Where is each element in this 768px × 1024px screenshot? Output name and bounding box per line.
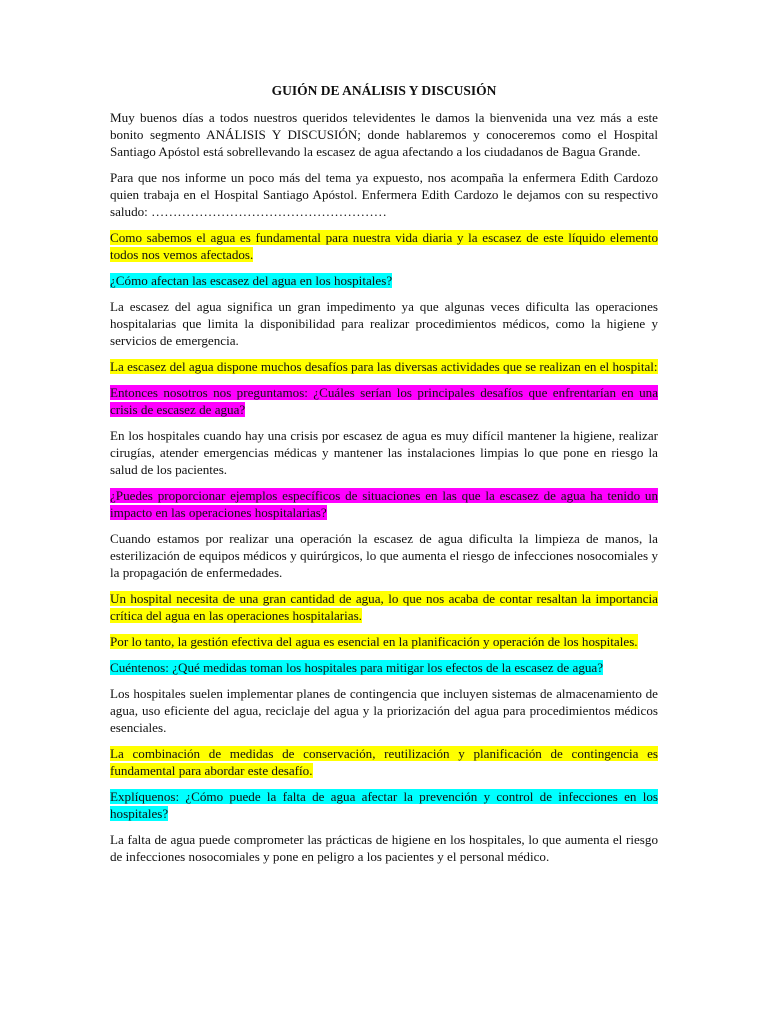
highlighted-question: ¿Cómo afectan las escasez del agua en los hospitales? — [110, 273, 393, 288]
paragraph-yellow-4 — [110, 633, 658, 650]
answer-2 — [110, 427, 658, 478]
paragraph-yellow-1 — [110, 229, 658, 263]
highlighted-question: ¿Puedes proporcionar ejemplos específicos de situaciones en las que la escasez de agua ha tenido un impacto en las operaciones hospitalarias? — [110, 488, 658, 520]
answer-4 — [110, 685, 658, 736]
paragraph-text: Para que nos informe un poco más del tema ya expuesto, nos acompaña la enfermera Edith Cardozo quien trabaja en el Hospital Santiago Apóstol. Enfermera Edith Cardozo le dejamos con su respectivo saludo: ……………………………………………… — [110, 170, 658, 219]
question-5 — [110, 788, 658, 822]
paragraph-text: La falta de agua puede comprometer las prácticas de higiene en los hospitales, lo que aumenta el riesgo de infecciones nosocomiales y pone en peligro a los pacientes y el personal médico. — [110, 832, 658, 864]
highlighted-text: Un hospital necesita de una gran cantidad de agua, lo que nos acaba de contar resaltan la importancia crítica del agua en las operaciones hospitalarias. — [110, 591, 658, 623]
paragraph-text: Los hospitales suelen implementar planes de contingencia que incluyen sistemas de almacenamiento de agua, uso eficiente del agua, reciclaje del agua y la priorización del agua para procedimientos médicos esenciales. — [110, 686, 658, 735]
paragraph-text: Muy buenos días a todos nuestros queridos televidentes le damos la bienvenida una vez más a este bonito segmento ANÁLISIS Y DISCUSIÓN; donde hablaremos y conoceremos como el Hospital Santiago Apóstol está sobrellevando la escasez de agua afectando a los ciudadanos de Bagua Grande. — [110, 110, 658, 159]
highlighted-question: Cuéntenos: ¿Qué medidas toman los hospitales para mitigar los efectos de la escasez de agua? — [110, 660, 604, 675]
question-1 — [110, 272, 658, 289]
highlighted-text: La combinación de medidas de conservación, reutilización y planificación de contingencia es fundamental para abordar este desafío. — [110, 746, 658, 778]
paragraph-text: Cuando estamos por realizar una operación la escasez de agua dificulta la limpieza de manos, la esterilización de equipos médicos y quirúrgicos, lo que aumenta el riesgo de infecciones nosocomiales y la propagación de enfermedades. — [110, 531, 658, 580]
paragraph-text: En los hospitales cuando hay una crisis por escasez de agua es muy difícil mantener la higiene, realizar cirugías, atender emergencias médicas y mantener las instalaciones limpias lo que pone en riesgo la salud de los pacientes. — [110, 428, 658, 477]
paragraph-text: La escasez del agua significa un gran impedimento ya que algunas veces dificulta las operaciones hospitalarias que limita la disponibilidad para realizar procedimientos médicos, como la higiene y servicios de emergencia. — [110, 299, 658, 348]
paragraph-yellow-2 — [110, 358, 658, 375]
highlighted-text: Como sabemos el agua es fundamental para nuestra vida diaria y la escasez de este líquido elemento todos nos vemos afectados. — [110, 230, 658, 262]
answer-3 — [110, 530, 658, 581]
answer-1 — [110, 298, 658, 349]
highlighted-text: Por lo tanto, la gestión efectiva del agua es esencial en la planificación y operación de los hospitales. — [110, 634, 638, 649]
paragraph-intro — [110, 109, 658, 160]
paragraph-yellow-3 — [110, 590, 658, 624]
question-2 — [110, 384, 658, 418]
question-3 — [110, 487, 658, 521]
answer-5 — [110, 831, 658, 865]
highlighted-question: Entonces nosotros nos preguntamos: ¿Cuáles serían los principales desafíos que enfrentarían en una crisis de escasez de agua? — [110, 385, 658, 417]
highlighted-question: Explíquenos: ¿Cómo puede la falta de agua afectar la prevención y control de infecciones en los hospitales? — [110, 789, 658, 821]
document-title: GUIÓN DE ANÁLISIS Y DISCUSIÓN — [271, 83, 497, 98]
highlighted-text: La escasez del agua dispone muchos desafíos para las diversas actividades que se realizan en el hospital: — [110, 359, 658, 374]
question-4 — [110, 659, 658, 676]
paragraph-yellow-5 — [110, 745, 658, 779]
paragraph-guest-intro — [110, 169, 658, 220]
document-page — [110, 82, 658, 874]
